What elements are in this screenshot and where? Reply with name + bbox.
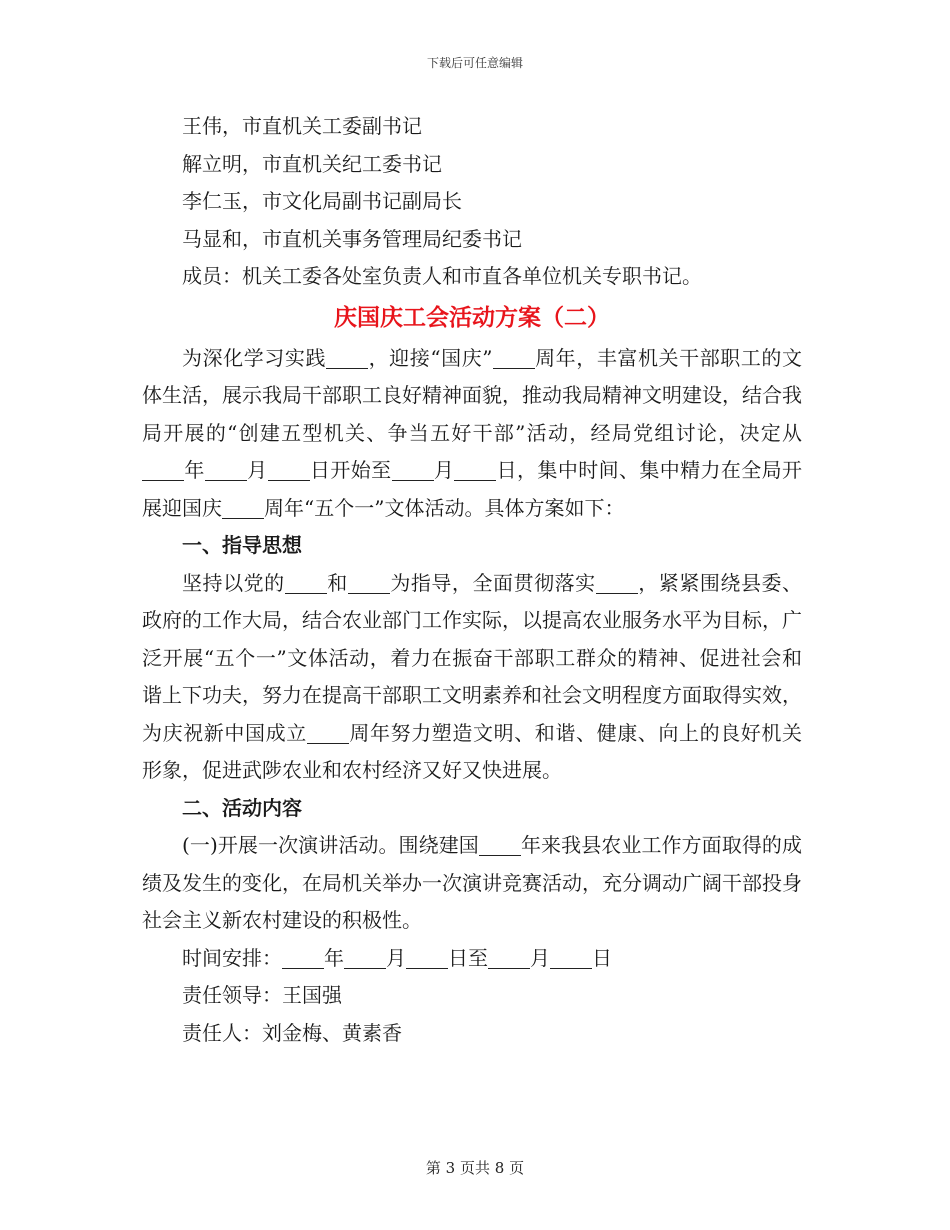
paragraph-guiding-ideology: 坚持以党的 和 为指导，全面贯彻落实 ，紧紧围绕县委、政府的工作大局，结合农业部门工作实际，以提高农业服务水平为目标，广泛开展“五个一”文体活动，着力在振奋干部职工群众的精神、促进社会和谐上下功夫，努力在提高干部职工文明素养和社会文明程度方面取得实效，为庆祝新中国成立 周年努力塑造文明、和谐、健康、向上的良好机关形象，促进武陟农业和农村经济又好又快进展。: [142, 570, 803, 782]
responsible-line: 责任人：刘金梅、黄素香: [182, 1020, 402, 1045]
leader-line: 责任领导：王国强: [182, 983, 342, 1007]
page-header: 下载后可任意编辑: [426, 56, 523, 70]
intro-line: 马显和，市直机关事务管理局纪委书记: [182, 226, 522, 251]
paragraph-intro: 为深化学习实践 ，迎接“国庆” 周年，丰富机关干部职工的文体生活，展示我局干部职工良好精神面貌，推动我局精神文明建设，结合我局开展的“创建五型机关、争当五好干部”活动，经局党组讨论，决定从年 月 日开始至 月 日，集中时间、集中精力在全局开展迎国庆 周年“五个一”文体活动。具体方案如下：: [142, 345, 803, 520]
heading-guiding-ideology: 一、指导思想: [182, 533, 302, 557]
intro-line: 李仁玉，市文化局副书记副局长: [182, 189, 462, 213]
intro-line: 解立明，市直机关纪工委书记: [182, 151, 442, 176]
paragraph-speech-activity: (一)开展一次演讲活动。围绕建国 年来我县农业工作方面取得的成绩及发生的变化，在局机关举办一次演讲竞赛活动，充分调动广阔干部投身社会主义新农村建设的积极性。: [142, 833, 803, 932]
section-title: 庆国庆工会活动方案（二）: [334, 303, 610, 331]
page-footer: 第 3 页共 8 页: [425, 1159, 525, 1177]
intro-line: 成员：机关工委各处室负责人和市直各单位机关专职书记。: [182, 264, 702, 288]
schedule-line: 时间安排： 年 月 日至 月 日: [182, 945, 612, 970]
document-body: [142, 108, 802, 1052]
intro-line: 王伟，市直机关工委副书记: [182, 114, 422, 138]
heading-activity-content: 二、活动内容: [182, 795, 302, 820]
